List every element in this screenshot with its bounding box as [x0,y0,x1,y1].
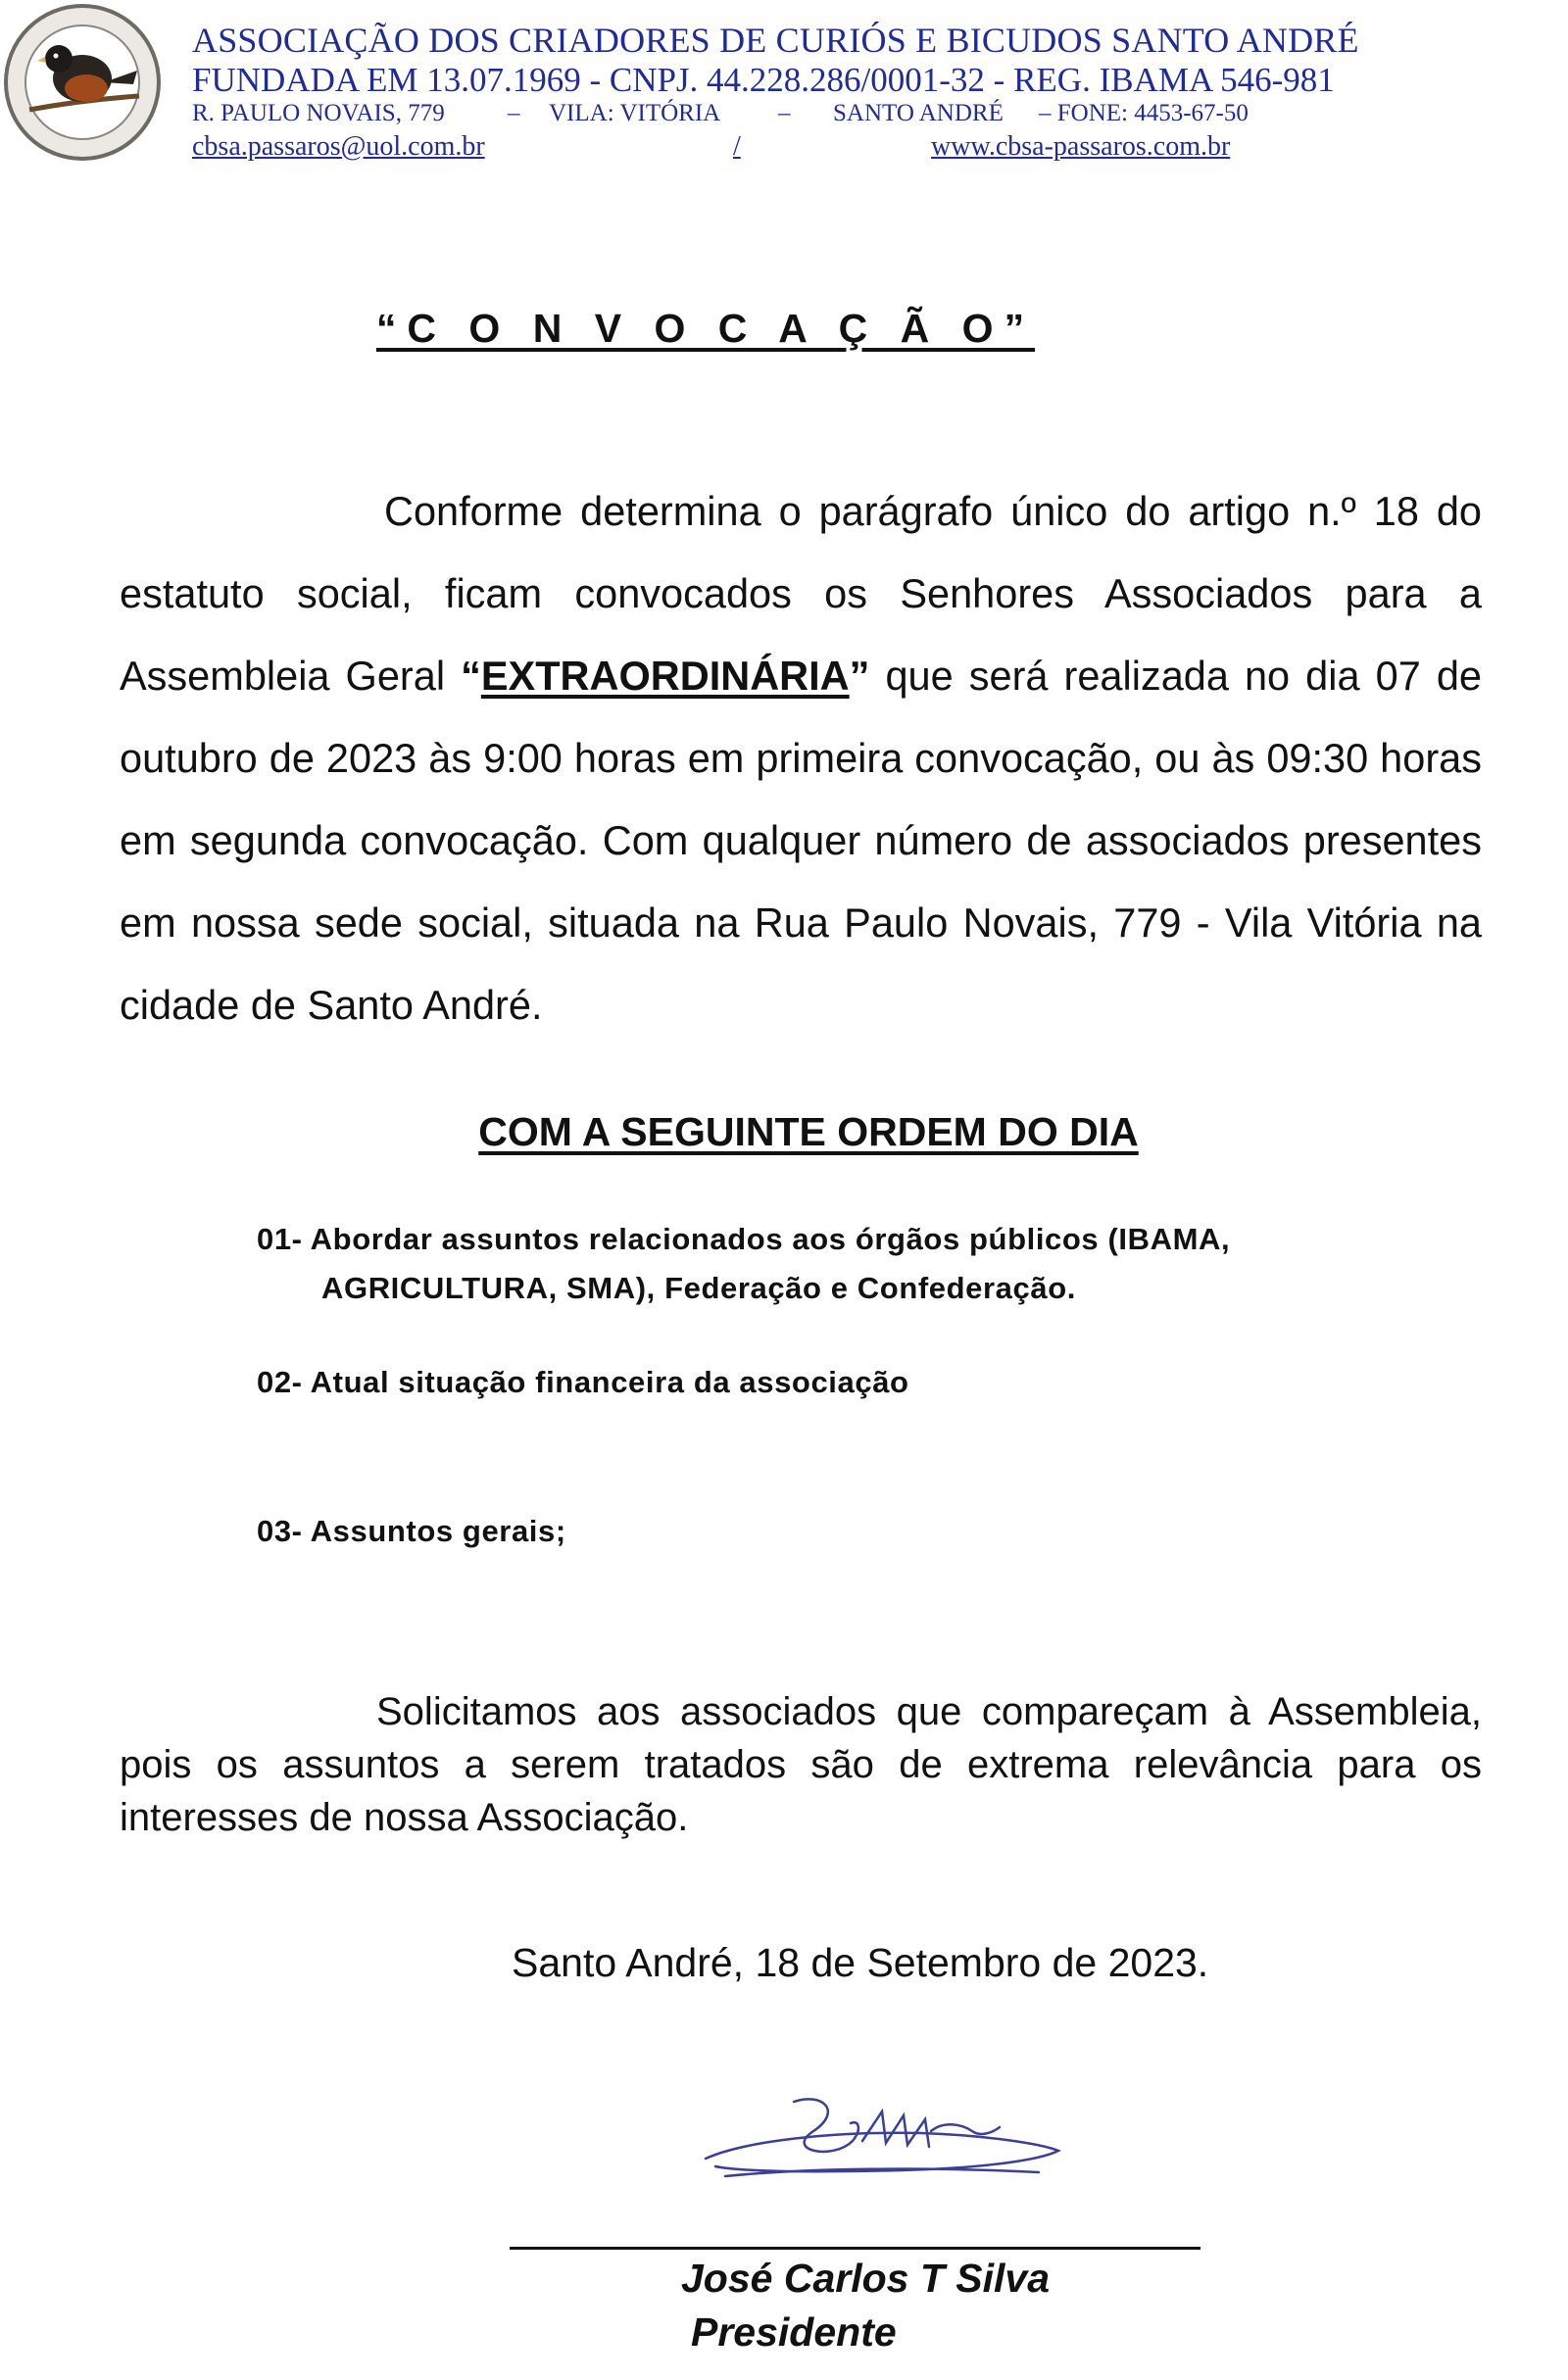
header-phone: – FONE: 4453-67-50 [1039,100,1249,126]
convocation-paragraph [120,470,1482,1046]
signatory-role: Presidente [691,2309,897,2355]
header-slash: / [733,131,741,162]
header-city: SANTO ANDRÉ [833,100,1004,126]
signatory-name: José Carlos T Silva [681,2256,1051,2301]
close-quote: ” [849,653,870,699]
document-title: “C O N V O C A Ç Ã O” [375,306,1036,351]
agenda-item-1-line1: 01- Abordar assuntos relacionados aos órgãos públicos (IBAMA, [257,1222,1231,1256]
handwritten-signature [686,2082,1078,2200]
association-logo [2,2,163,163]
header-association-name: ASSOCIAÇÃO DOS CRIADORES DE CURIÓS E BICUDOS SANTO ANDRÉ [192,21,1359,60]
header-separator: – [778,100,791,126]
signature-line [510,2247,1200,2250]
header-registration: FUNDADA EM 13.07.1969 - CNPJ. 44.228.286/0001-32 - REG. IBAMA 546-981 [192,61,1335,99]
header-separator: – [508,100,520,126]
header-street: R. PAULO NOVAIS, 779 [192,100,445,126]
closing-text: Solicitamos aos associados que compareçam à Assembleia, pois os assuntos a serem tratados são de extrema relevância para os interesses de nossa Associação. [120,1690,1482,1839]
agenda-item-3: 03- Assuntos gerais; [257,1514,566,1548]
header-email-link[interactable]: cbsa.passaros@uol.com.br [192,131,485,162]
agenda-item-1-line2: AGRICULTURA, SMA), Federação e Confederação. [321,1271,1076,1305]
header-district: VILA: VITÓRIA [549,100,721,126]
open-quote: “ [461,653,481,699]
closing-paragraph [120,1685,1482,1844]
header-website-link[interactable]: www.cbsa-passaros.com.br [931,131,1231,162]
date-line: Santo André, 18 de Setembro de 2023. [512,1940,1209,1985]
paragraph-text-end: que será realizada no dia 07 de outubro de 2023 às 9:00 horas em primeira convocação, ou às 09:30 horas em segunda convocação. Com qualquer número de associados presentes em nossa sede social, situada na Rua Paulo Novais, 779 - Vila Vitória na cidade de Santo André. [120,653,1482,1028]
agenda-item-1 [257,1215,1482,1313]
paragraph-text-start: Conforme determina o parágrafo único do artigo n.º 18 do estatuto social, ficam convocados os Senhores Associados para a Assembleia Geral [120,488,1482,699]
assembly-type-highlight: EXTRAORDINÁRIA [480,653,850,699]
agenda-item-2: 02- Atual situação financeira da associação [257,1365,909,1399]
agenda-heading: COM A SEGUINTE ORDEM DO DIA [478,1109,1139,1154]
letterhead [0,0,1568,176]
